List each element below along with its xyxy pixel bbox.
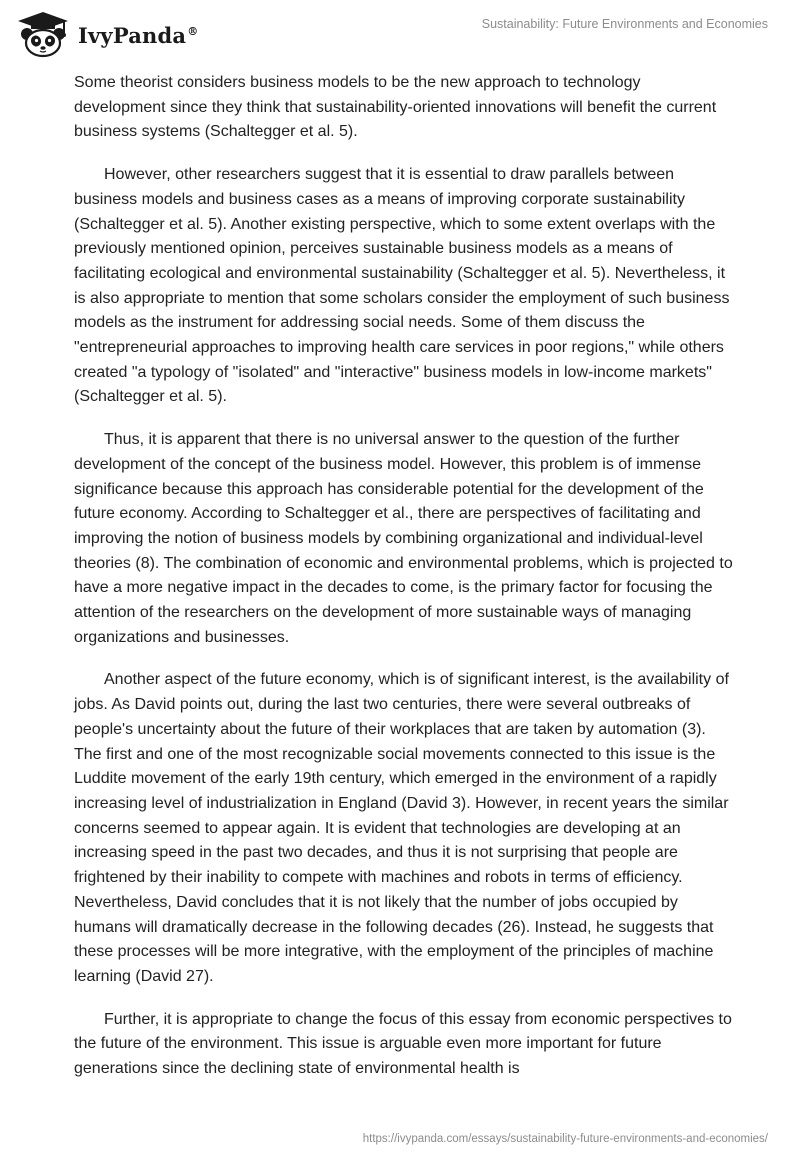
paragraph-2: However, other researchers suggest that it is essential to draw parallels between business models and business cases as a means of improving corporate sustainability (Schaltegger et al. 5). Another existing perspective, which to some extent overlaps with the previously mentioned opinion, perceives sustainable business models as a means of facilitating ecological and environmental sustainability (Schaltegger et al. 5). Nevertheless, it is also appropriate to mention that some scholars consider the employment of such business models as the instrument for addressing social needs. Some of them discuss the "entrepreneurial approaches to improving health care services in poor regions," while others created "a typology of "isolated" and "interactive" business models in low-income markets" (Schaltegger et al. 5).: [74, 166, 730, 406]
brand-logo[interactable]: [14, 10, 198, 58]
panda-graduate-icon: [14, 10, 72, 58]
brand-name: IvyPanda®: [78, 22, 199, 48]
paragraph-4: Another aspect of the future economy, which is of significant interest, is the availability of jobs. As David points out, during the last two centuries, there were several outbreaks of people's uncertainty about the future of their workplaces that are taken by automation (3). The first and one of the most recognizable social movements connected to this issue is the Luddite movement of the early 19th century, which emerged in the environment of a rapidly increasing level of industrialization in England (David 3). However, in recent years the similar concerns seemed to appear again. It is evident that technologies are developing at an increasing speed in the past two decades, and thus it is not surprising that people are frightened by their inability to compete with machines and robots in terms of efficiency. Nevertheless, David concludes that it is not likely that the number of jobs occupied by humans will dramatically decrease in the following decades (26). Instead, he suggests that these processes will be more integrative, with the employment of the principles of machine learning (David 27).: [74, 671, 729, 985]
source-url[interactable]: https://ivypanda.com/essays/sustainability-future-environments-and-economies/: [362, 1133, 768, 1145]
paragraph-5: Further, it is appropriate to change the focus of this essay from economic perspectives to the future of the environment. This issue is arguable even more important for future generations since the declining state of environmental health is: [74, 1010, 732, 1078]
paragraph-3: Thus, it is apparent that there is no universal answer to the question of the further development of the concept of the business model. However, this problem is of immense significance because this approach has considerable potential for the development of the future economy. According to Schaltegger et al., there are perspectives of facilitating and improving the notion of business models by combining organizational and individual-level theories (8). The combination of economic and environmental problems, which is projected to have a more negative impact in the decades to come, is the primary factor for focusing the attention of the researchers on the development of more sustainable ways of managing organizations and businesses.: [74, 431, 733, 646]
document-title: Sustainability: Future Environments and Economies: [481, 17, 768, 31]
essay-body: [74, 71, 734, 1100]
paragraph-1: Some theorist considers business models to be the new approach to technology development since they think that sustainability-oriented innovations will benefit the current business systems (Schaltegger et al. 5).: [74, 74, 717, 141]
